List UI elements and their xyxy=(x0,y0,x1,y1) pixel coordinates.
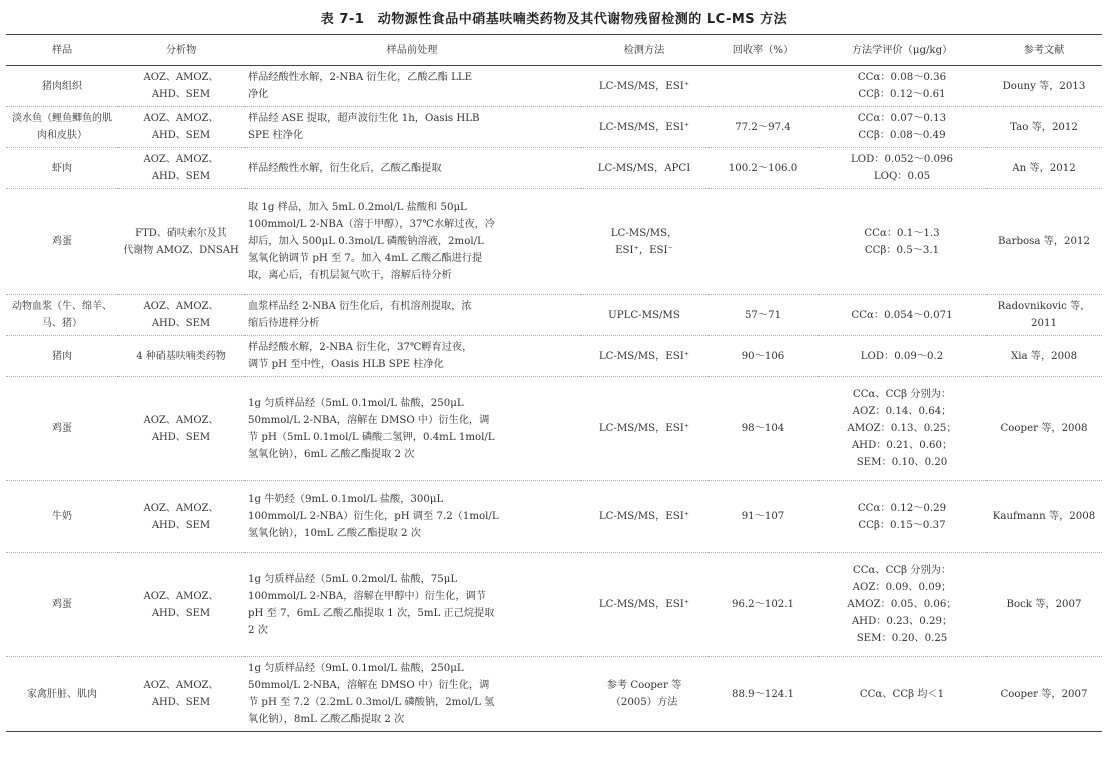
evaluation-cell-line: AHD：0.21、0.60； xyxy=(851,440,953,451)
pretreatment-cell-line: 50mmol/L 2-NBA，溶解在 DMSO 中）衍生化，调 xyxy=(248,680,490,691)
evaluation-cell-line: AHD：0.23、0.29； xyxy=(851,616,953,627)
evaluation-cell xyxy=(818,553,986,657)
pretreatment-cell-line: 节 pH（5mL 0.1mol/L 磷酸二氢钾，0.4mL 1mol/L xyxy=(248,431,495,443)
analyte-cell-line: AHD、SEM xyxy=(151,130,211,141)
analyte-cell-line: 代谢物 AMOZ、DNSAH xyxy=(123,244,239,256)
evaluation-cell-line: AOZ：0.14、0.64； xyxy=(852,406,952,417)
header-cell: 样品 xyxy=(6,35,118,66)
analyte-cell-line: AHD、SEM xyxy=(151,318,211,329)
reference-cell: Cooper 等，2008 xyxy=(986,377,1102,481)
method-cell-line: LC-MS/MS，ESI⁺ xyxy=(598,350,690,362)
method-cell-line: UPLC-MS/MS xyxy=(608,309,680,321)
recovery-cell: 96.2～102.1 xyxy=(708,553,818,657)
analyte-cell-line: AOZ、AMOZ、 xyxy=(143,113,219,124)
recovery-cell: 90～106 xyxy=(708,336,818,377)
recovery-cell xyxy=(708,189,818,295)
method-cell-line: ESI⁺，ESI⁻ xyxy=(615,244,673,256)
table-row xyxy=(6,66,1102,107)
pretreatment-cell-line: 100mmol/L 2-NBA，溶解在甲醇中）衍生化，调节 xyxy=(248,590,486,602)
evaluation-cell xyxy=(818,657,986,732)
analyte-cell-line: 4 种硝基呋喃类药物 xyxy=(136,350,226,362)
sample-cell: 猪肉组织 xyxy=(6,66,118,107)
evaluation-cell xyxy=(818,148,986,189)
method-cell-line: （2005）方法 xyxy=(610,697,678,708)
table-body xyxy=(6,66,1102,732)
method-cell xyxy=(580,189,708,295)
evaluation-cell xyxy=(818,189,986,295)
pretreatment-cell-line: 样品经酸水解，2-NBA 衍生化，37℃孵育过夜， xyxy=(248,342,473,353)
method-cell xyxy=(580,107,708,148)
header-cell: 样品前处理 xyxy=(244,35,580,66)
recovery-cell: 77.2～97.4 xyxy=(708,107,818,148)
pretreatment-cell-line: 2 次 xyxy=(248,624,268,636)
table-row xyxy=(6,148,1102,189)
sample-cell: 鸡蛋 xyxy=(6,189,118,295)
evaluation-cell-line: CCα：0.054～0.071 xyxy=(851,309,953,321)
analyte-cell-line: AOZ、AMOZ、 xyxy=(143,154,219,165)
analyte-cell xyxy=(118,377,244,481)
evaluation-cell-line: LOD：0.09～0.2 xyxy=(860,350,944,362)
analyte-cell-line: AHD、SEM xyxy=(151,697,211,708)
evaluation-cell-line: CCβ：0.08～0.49 xyxy=(858,130,946,141)
pretreatment-cell xyxy=(244,148,580,189)
analyte-cell-line: AOZ、AMOZ、 xyxy=(143,590,219,602)
reference-cell: Tao 等，2012 xyxy=(986,107,1102,148)
reference-cell: An 等，2012 xyxy=(986,148,1102,189)
evaluation-cell-line: CCα、CCβ 均＜1 xyxy=(859,688,945,700)
evaluation-cell-line: LOQ：0.05 xyxy=(873,171,931,182)
evaluation-cell-line: CCα：0.12～0.29 xyxy=(857,502,947,514)
pretreatment-cell-line: 1g 匀质样品经（5mL 0.1mol/L 盐酸，250μL xyxy=(248,397,464,409)
pretreatment-cell xyxy=(244,553,580,657)
pretreatment-cell-line: 氢氧化钠），10mL 乙酸乙酯提取 2 次 xyxy=(248,528,421,539)
table-row xyxy=(6,553,1102,657)
recovery-cell: 57～71 xyxy=(708,295,818,336)
header-cell: 参考文献 xyxy=(986,35,1102,66)
pretreatment-cell-line: 1g 牛奶经（9mL 0.1mol/L 盐酸，300μL xyxy=(248,494,444,505)
analyte-cell xyxy=(118,148,244,189)
evaluation-cell-line: CCα、CCβ 分别为： xyxy=(852,565,952,576)
analyte-cell-line: AOZ、AMOZ、 xyxy=(143,301,219,312)
recovery-cell: 100.2～106.0 xyxy=(708,148,818,189)
pretreatment-cell xyxy=(244,189,580,295)
pretreatment-cell xyxy=(244,377,580,481)
pretreatment-cell-line: 氧化钠），8mL 乙酸乙酯提取 2 次 xyxy=(248,714,405,725)
recovery-cell: 98～104 xyxy=(708,377,818,481)
analyte-cell-line: AHD、SEM xyxy=(151,171,211,182)
pretreatment-cell xyxy=(244,66,580,107)
analyte-cell-line: AOZ、AMOZ、 xyxy=(143,414,219,426)
pretreatment-cell-line: 1g 匀质样品经（5mL 0.2mol/L 盐酸，75μL xyxy=(248,573,458,585)
table-row xyxy=(6,336,1102,377)
evaluation-cell xyxy=(818,481,986,553)
method-cell-line: LC-MS/MS， xyxy=(610,227,678,239)
table-row xyxy=(6,107,1102,148)
table-caption: 表 7-1 动物源性食品中硝基呋喃类药物及其代谢物残留检测的 LC-MS 方法 xyxy=(320,12,788,27)
table-header-row xyxy=(6,35,1102,66)
evaluation-cell-line: AMOZ：0.05、0.06； xyxy=(847,599,957,610)
sample-cell: 动物血浆（牛、绵羊、马、猪） xyxy=(6,295,118,336)
evaluation-cell xyxy=(818,336,986,377)
table-row xyxy=(6,377,1102,481)
reference-cell: Cooper 等，2007 xyxy=(986,657,1102,732)
pretreatment-cell xyxy=(244,336,580,377)
pretreatment-cell-line: pH 至 7，6mL 乙酸乙酯提取 1 次，5mL 正己烷提取 xyxy=(248,607,495,619)
pretreatment-cell xyxy=(244,657,580,732)
header-cell: 分析物 xyxy=(118,35,244,66)
evaluation-cell-line: CCα：0.08～0.36 xyxy=(857,72,947,83)
evaluation-cell-line: SEM：0.20、0.25 xyxy=(856,633,948,644)
sample-cell: 虾肉 xyxy=(6,148,118,189)
reference-cell: Kaufmann 等，2008 xyxy=(986,481,1102,553)
pretreatment-cell-line: 缩后待进样分析 xyxy=(248,318,320,329)
header-cell: 检测方法 xyxy=(580,35,708,66)
analyte-cell xyxy=(118,107,244,148)
pretreatment-cell xyxy=(244,481,580,553)
evaluation-cell xyxy=(818,107,986,148)
sample-cell: 牛奶 xyxy=(6,481,118,553)
sample-cell: 鸡蛋 xyxy=(6,377,118,481)
reference-cell: Radovnikovic 等，2011 xyxy=(986,295,1102,336)
sample-cell: 淡水鱼（鲤鱼鲫鱼的肌肉和皮肤） xyxy=(6,107,118,148)
method-cell-line: LC-MS/MS，ESI⁺ xyxy=(598,599,690,610)
analyte-cell-line: FTD、硝呋索尔及其 xyxy=(135,227,227,239)
evaluation-cell-line: CCβ：0.15～0.37 xyxy=(858,519,946,531)
analyte-cell-line: AHD、SEM xyxy=(151,431,211,443)
evaluation-cell-line: CCα：0.07～0.13 xyxy=(857,113,947,124)
table-row xyxy=(6,657,1102,732)
analyte-cell-line: AHD、SEM xyxy=(151,519,211,531)
evaluation-cell xyxy=(818,377,986,481)
method-cell xyxy=(580,481,708,553)
header-cell: 方法学评价（μg/kg） xyxy=(818,35,986,66)
evaluation-cell-line: CCβ：0.12～0.61 xyxy=(858,89,946,100)
evaluation-cell-line: AOZ：0.09、0.09； xyxy=(852,582,952,593)
analyte-cell-line: AOZ、AMOZ、 xyxy=(143,72,219,83)
reference-cell: Xia 等，2008 xyxy=(986,336,1102,377)
evaluation-cell-line: CCβ：0.5～3.1 xyxy=(864,244,940,256)
analyte-cell xyxy=(118,189,244,295)
header-cell: 回收率（%） xyxy=(708,35,818,66)
pretreatment-cell-line: 血浆样品经 2-NBA 衍生化后，有机溶剂提取，浓 xyxy=(248,301,472,312)
method-cell xyxy=(580,336,708,377)
pretreatment-cell-line: 100mmol/L 2-NBA）衍生化，pH 调至 7.2（1mol/L xyxy=(248,511,499,522)
pretreatment-cell-line: 样品经酸性水解，衍生化后，乙酸乙酯提取 xyxy=(248,162,442,174)
pretreatment-cell-line: 氢氧化钠），6mL 乙酸乙酯提取 2 次 xyxy=(248,448,415,460)
evaluation-cell-line: AMOZ：0.13、0.25； xyxy=(847,423,957,434)
analyte-cell-line: AHD、SEM xyxy=(151,89,211,100)
analyte-cell xyxy=(118,66,244,107)
pretreatment-cell-line: 50mmol/L 2-NBA，溶解在 DMSO 中）衍生化，调 xyxy=(248,414,490,426)
sample-cell: 鸡蛋 xyxy=(6,553,118,657)
pretreatment-cell-line: SPE 柱净化 xyxy=(248,130,304,141)
method-cell xyxy=(580,553,708,657)
pretreatment-cell-line: 取，离心后，有机层氮气吹干，溶解后待分析 xyxy=(248,270,452,281)
sample-cell: 家禽肝脏、肌肉 xyxy=(6,657,118,732)
method-cell xyxy=(580,657,708,732)
pretreatment-cell-line: 却后，加入 500μL 0.3mol/L 磷酸钠溶液，2mol/L xyxy=(248,236,484,247)
pretreatment-cell-line: 调节 pH 至中性，Oasis HLB SPE 柱净化 xyxy=(248,359,444,370)
evaluation-cell-line: CCα、CCβ 分别为： xyxy=(852,389,952,400)
analyte-cell xyxy=(118,481,244,553)
method-cell-line: LC-MS/MS，ESI⁺ xyxy=(598,80,690,92)
evaluation-cell xyxy=(818,295,986,336)
pretreatment-cell-line: 氢氧化钠调节 pH 至 7。加入 4mL 乙酸乙酯进行提 xyxy=(248,253,483,264)
pretreatment-cell xyxy=(244,295,580,336)
pretreatment-cell-line: 节 pH 至 7.2（2.2mL 0.3mol/L 磷酸钠，2mol/L 氢 xyxy=(248,697,495,708)
table-row xyxy=(6,295,1102,336)
pretreatment-cell-line: 100mmol/L 2-NBA（溶于甲醇），37℃水解过夜，冷 xyxy=(248,219,495,230)
pretreatment-cell-line: 1g 匀质样品经（9mL 0.1mol/L 盐酸，250μL xyxy=(248,663,464,674)
evaluation-cell-line: LOD：0.052～0.096 xyxy=(851,154,953,165)
analyte-cell xyxy=(118,553,244,657)
pretreatment-cell-line: 样品经酸性水解，2-NBA 衍生化，乙酸乙酯 LLE xyxy=(248,72,473,83)
recovery-cell: 88.9～124.1 xyxy=(708,657,818,732)
analyte-cell xyxy=(118,295,244,336)
recovery-cell xyxy=(708,66,818,107)
recovery-cell: 91～107 xyxy=(708,481,818,553)
analyte-cell xyxy=(118,657,244,732)
table-row xyxy=(6,481,1102,553)
table-row xyxy=(6,189,1102,295)
method-cell-line: LC-MS/MS，ESI⁺ xyxy=(598,121,690,133)
method-cell-line: LC-MS/MS，ESI⁺ xyxy=(598,511,690,522)
reference-cell: Douny 等，2013 xyxy=(986,66,1102,107)
method-cell xyxy=(580,377,708,481)
reference-cell: Bock 等，2007 xyxy=(986,553,1102,657)
pretreatment-cell-line: 净化 xyxy=(248,89,269,100)
results-table xyxy=(6,34,1102,732)
method-cell xyxy=(580,66,708,107)
pretreatment-cell-line: 取 1g 样品，加入 5mL 0.2mol/L 盐酸和 50μL xyxy=(248,202,467,213)
method-cell-line: 参考 Cooper 等 xyxy=(606,680,682,691)
reference-cell: Barbosa 等，2012 xyxy=(986,189,1102,295)
analyte-cell-line: AOZ、AMOZ、 xyxy=(143,680,219,691)
method-cell xyxy=(580,295,708,336)
method-cell-line: LC-MS/MS，ESI⁺ xyxy=(598,423,690,434)
evaluation-cell xyxy=(818,66,986,107)
method-cell xyxy=(580,148,708,189)
evaluation-cell-line: CCα：0.1～1.3 xyxy=(864,227,940,239)
analyte-cell xyxy=(118,336,244,377)
method-cell-line: LC-MS/MS，APCI xyxy=(597,162,691,174)
evaluation-cell-line: SEM：0.10、0.20 xyxy=(856,457,948,468)
sample-cell: 猪肉 xyxy=(6,336,118,377)
pretreatment-cell xyxy=(244,107,580,148)
pretreatment-cell-line: 样品经 ASE 提取，超声波衍生化 1h，Oasis HLB xyxy=(248,113,480,124)
analyte-cell-line: AHD、SEM xyxy=(151,607,211,619)
analyte-cell-line: AOZ、AMOZ、 xyxy=(143,502,219,514)
